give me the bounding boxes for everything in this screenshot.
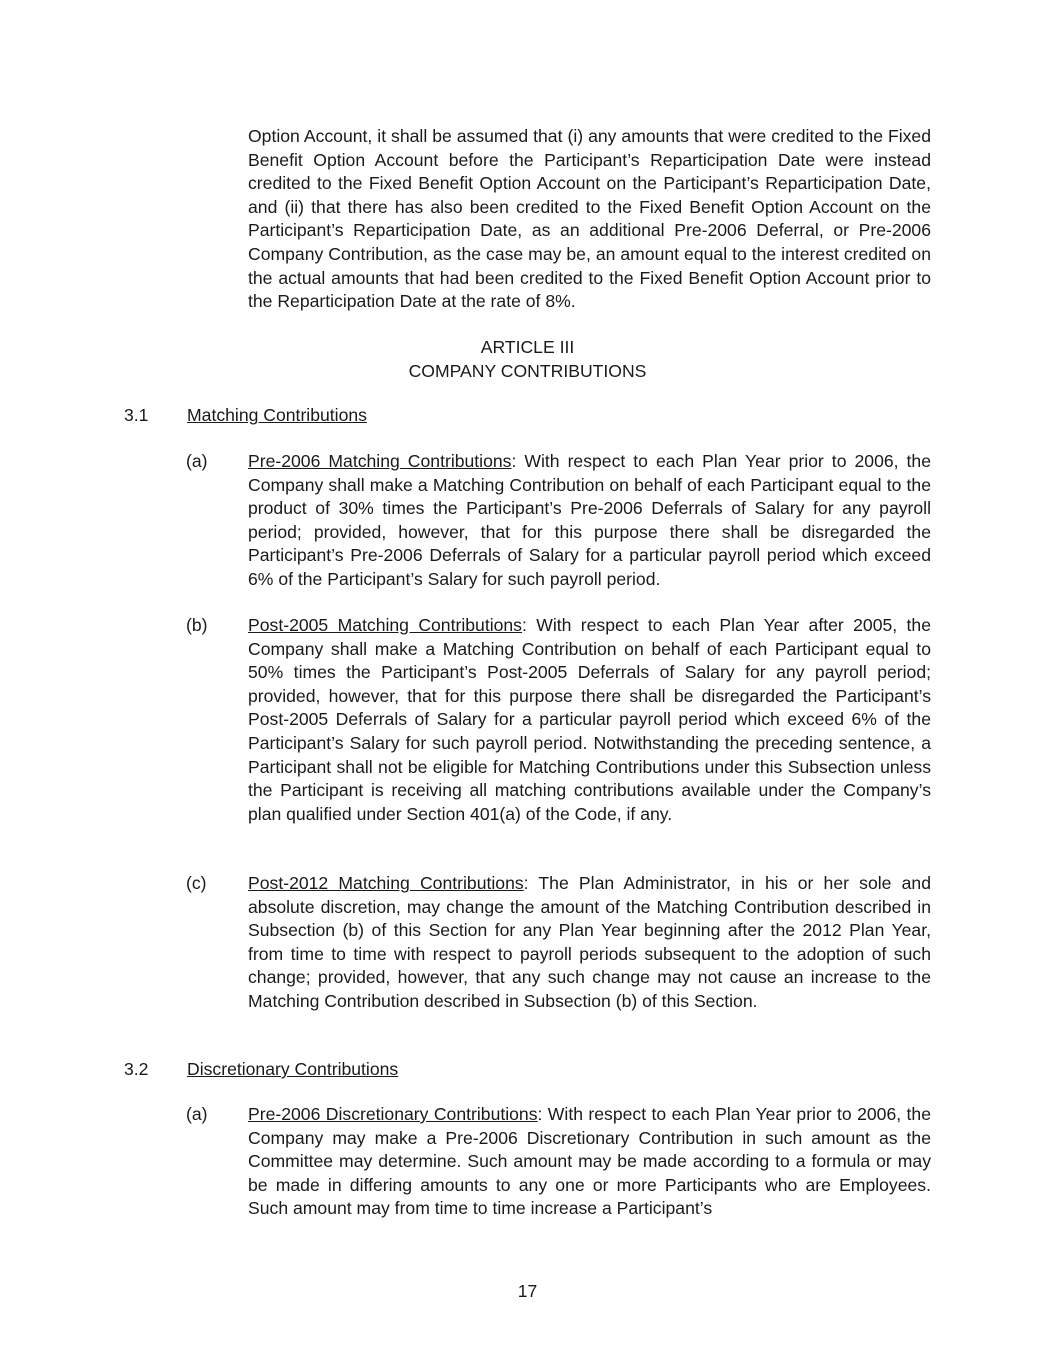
subsection-3-1-a xyxy=(186,450,931,592)
subsection-label: (a) xyxy=(186,1104,208,1124)
subsection-lead: Post-2005 Matching Contributions xyxy=(248,615,522,635)
section-title: Matching Contributions xyxy=(187,405,367,425)
subsection-body xyxy=(248,1103,931,1221)
subsection-text: : With respect to each Plan Year after 2005, the Company shall make a Matching Contribution on behalf of each Participant equal to 50% times the Participant’s Post-2005 Deferrals of Salary for any payroll period; provided, however, that for this purpose there shall be disregarded the Participant’s Post-2005 Deferrals of Salary for a particular payroll period which exceed 6% of the Participant’s Salary for such payroll period. Notwithstanding the preceding sentence, a Participant shall not be eligible for Matching Contributions under this Subsection unless the Participant is receiving all matching contributions available under the Company’s plan qualified under Section 401(a) of the Code, if any. xyxy=(248,615,931,824)
section-number: 3.1 xyxy=(124,405,149,425)
subsection-text: : With respect to each Plan Year prior to 2006, the Company shall make a Matching Contribution on behalf of each Participant equal to the product of 30% times the Participant’s Pre-2006 Deferrals of Salary for any payroll period; provided, however, that for this purpose there shall be disregarded the Participant’s Pre-2006 Deferrals of Salary for a particular payroll period which exceed 6% of the Participant’s Salary for such payroll period. xyxy=(248,451,931,589)
subsection-body xyxy=(248,614,931,826)
subsection-body xyxy=(248,450,931,592)
subsection-lead: Post-2012 Matching Contributions xyxy=(248,873,524,893)
intro-paragraph: Option Account, it shall be assumed that (i) any amounts that were credited to the Fixed Benefit Option Account before the Participant’s Reparticipation Date were instead credited to the Fixed Benefit Option Account on the Participant’s Reparticipation Date, and (ii) that there has also been credited to the Fixed Benefit Option Account on the Participant’s Reparticipation Date, as an additional Pre-2006 Deferral, or Pre-2006 Company Contribution, as the case may be, an amount equal to the interest credited on the actual amounts that had been credited to the Fixed Benefit Option Account prior to the Reparticipation Date at the rate of 8%. xyxy=(248,126,931,312)
subsection-label: (c) xyxy=(186,873,207,893)
article-heading xyxy=(0,336,1055,383)
section-number: 3.2 xyxy=(124,1059,149,1079)
subsection-3-1-c xyxy=(186,872,931,1014)
section-heading-3-1 xyxy=(124,404,824,428)
section-heading-3-2 xyxy=(124,1058,824,1082)
subsection-body xyxy=(248,872,931,1014)
section-title: Discretionary Contributions xyxy=(187,1059,399,1079)
subsection-lead: Pre-2006 Discretionary Contributions xyxy=(248,1104,538,1124)
subsection-3-1-b xyxy=(186,614,931,826)
subsection-text: : With respect to each Plan Year prior to 2006, the Company may make a Pre-2006 Discretionary Contribution in such amount as the Committee may determine. Such amount may be made according to a formula or may be made in differing amounts to any one or more Participants who are Employees. Such amount may from time to time increase a Participant’s xyxy=(248,1104,931,1219)
subsection-lead: Pre-2006 Matching Contributions xyxy=(248,451,512,471)
article-number: ARTICLE III xyxy=(480,337,575,357)
subsection-label: (b) xyxy=(186,615,208,635)
subsection-3-2-a xyxy=(186,1103,931,1221)
article-title: COMPANY CONTRIBUTIONS xyxy=(408,360,647,381)
subsection-label: (a) xyxy=(186,451,208,471)
page-number: 17 xyxy=(517,1281,538,1301)
subsection-text: : The Plan Administrator, in his or her sole and absolute discretion, may change the amount of the Matching Contribution described in Subsection (b) of this Section for any Plan Year beginning after the 2012 Plan Year, from time to time with respect to payroll periods subsequent to the adoption of such change; provided, however, that any such change may not cause an increase to the Matching Contribution described in Subsection (b) of this Section. xyxy=(248,873,931,1011)
